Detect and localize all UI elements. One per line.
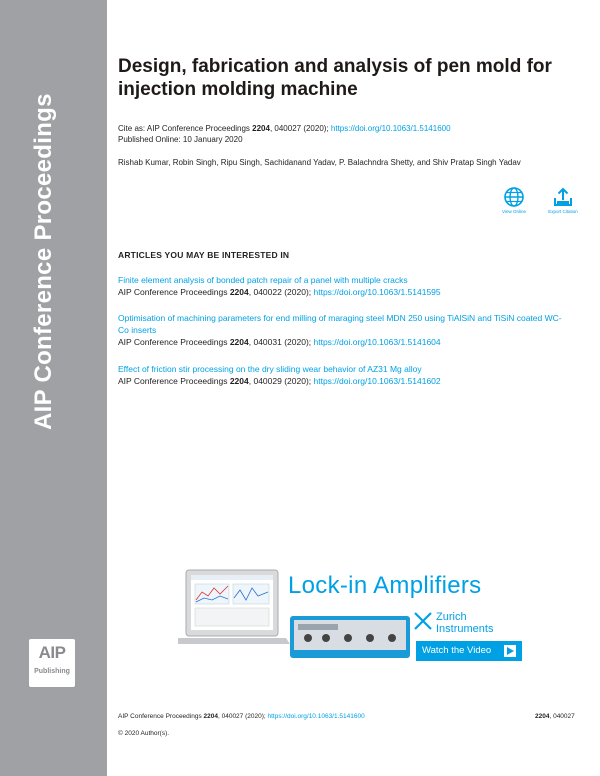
- export-citation-label: Export Citation: [548, 209, 578, 214]
- ad-brand-line1: Zurich: [436, 611, 467, 623]
- related-doi-link[interactable]: https://doi.org/10.1063/1.5141604: [313, 337, 441, 347]
- cite-prefix: Cite as: AIP Conference Proceedings: [118, 124, 253, 133]
- published-date: Published Online: 10 January 2020: [118, 135, 243, 144]
- related-citation-volume: 2204: [229, 337, 249, 347]
- related-article-title[interactable]: Effect of friction stir processing on the dry sliding wear behavior of AZ31 Mg alloy: [118, 364, 422, 374]
- cite-doi-link[interactable]: https://doi.org/10.1063/1.5141600: [330, 124, 451, 133]
- footer-citation-rest: , 040027 (2020);: [217, 713, 268, 720]
- logo-aip-text: AIP: [38, 643, 66, 662]
- related-doi-link[interactable]: https://doi.org/10.1063/1.5141602: [313, 376, 441, 386]
- related-article: [118, 274, 568, 298]
- footer-citation: [118, 713, 365, 720]
- cite-line: [118, 124, 451, 133]
- related-citation-prefix: AIP Conference Proceedings: [118, 337, 230, 347]
- footer-page-num: , 040027: [549, 713, 575, 720]
- related-article-citation: [118, 286, 568, 298]
- related-article-citation: [118, 336, 568, 348]
- export-citation-button[interactable]: [543, 186, 583, 214]
- footer-doi-link[interactable]: https://doi.org/10.1063/1.5141600: [267, 713, 365, 720]
- view-online-button[interactable]: [494, 186, 534, 214]
- footer-page-volume: 2204: [535, 713, 550, 720]
- view-online-label: View Online: [502, 209, 526, 214]
- related-citation-volume: 2204: [229, 287, 249, 297]
- advertisement-banner[interactable]: [178, 566, 530, 670]
- related-article: [118, 363, 568, 387]
- related-article-title[interactable]: Finite element analysis of bonded patch repair of a panel with multiple cracks: [118, 275, 408, 285]
- cite-volume: 2204: [252, 124, 270, 133]
- logo-publishing-text: Publishing: [34, 668, 70, 675]
- related-citation-prefix: AIP Conference Proceedings: [118, 287, 230, 297]
- article-title: Design, fabrication and analysis of pen mold for injection molding machine: [118, 56, 552, 100]
- related-articles-heading: ARTICLES YOU MAY BE INTERESTED IN: [118, 250, 290, 260]
- journal-sidebar: [0, 0, 107, 776]
- aip-publishing-logo[interactable]: [29, 639, 75, 687]
- related-citation-volume: 2204: [229, 376, 249, 386]
- cite-rest: , 040027 (2020);: [269, 124, 331, 133]
- related-citation-rest: , 040029 (2020);: [248, 376, 314, 386]
- ad-brand-line2: Instruments: [436, 623, 494, 635]
- ad-brand: [436, 611, 493, 635]
- footer-citation-prefix: AIP Conference Proceedings: [118, 713, 204, 720]
- related-article-title[interactable]: Optimisation of machining parameters for end milling of maraging steel MDN 250 using TiAlSiN and TiSiN coated WC-Co inserts: [118, 313, 562, 335]
- related-article-citation: [118, 375, 568, 387]
- related-article: [118, 312, 568, 348]
- play-icon: [504, 645, 516, 657]
- export-icon: [552, 186, 574, 208]
- watch-video-label: Watch the Video: [422, 645, 492, 656]
- footer-page-number: [535, 713, 575, 720]
- related-citation-rest: , 040031 (2020);: [248, 337, 314, 347]
- footer-copyright: © 2020 Author(s).: [118, 730, 170, 737]
- globe-icon: [503, 186, 525, 208]
- related-citation-rest: , 040022 (2020);: [248, 287, 314, 297]
- zurich-instruments-logo-icon: [412, 610, 434, 632]
- ad-headline: Lock-in Amplifiers: [288, 572, 482, 599]
- related-citation-prefix: AIP Conference Proceedings: [118, 376, 230, 386]
- related-doi-link[interactable]: https://doi.org/10.1063/1.5141595: [313, 287, 441, 297]
- journal-name: AIP Conference Proceedings: [30, 93, 57, 430]
- author-list: Rishab Kumar, Robin Singh, Ripu Singh, Sachidanand Yadav, P. Balachndra Shetty, and Shiv Pratap Singh Yadav: [118, 158, 521, 167]
- watch-video-button[interactable]: [416, 641, 522, 661]
- footer-citation-volume: 2204: [203, 713, 218, 720]
